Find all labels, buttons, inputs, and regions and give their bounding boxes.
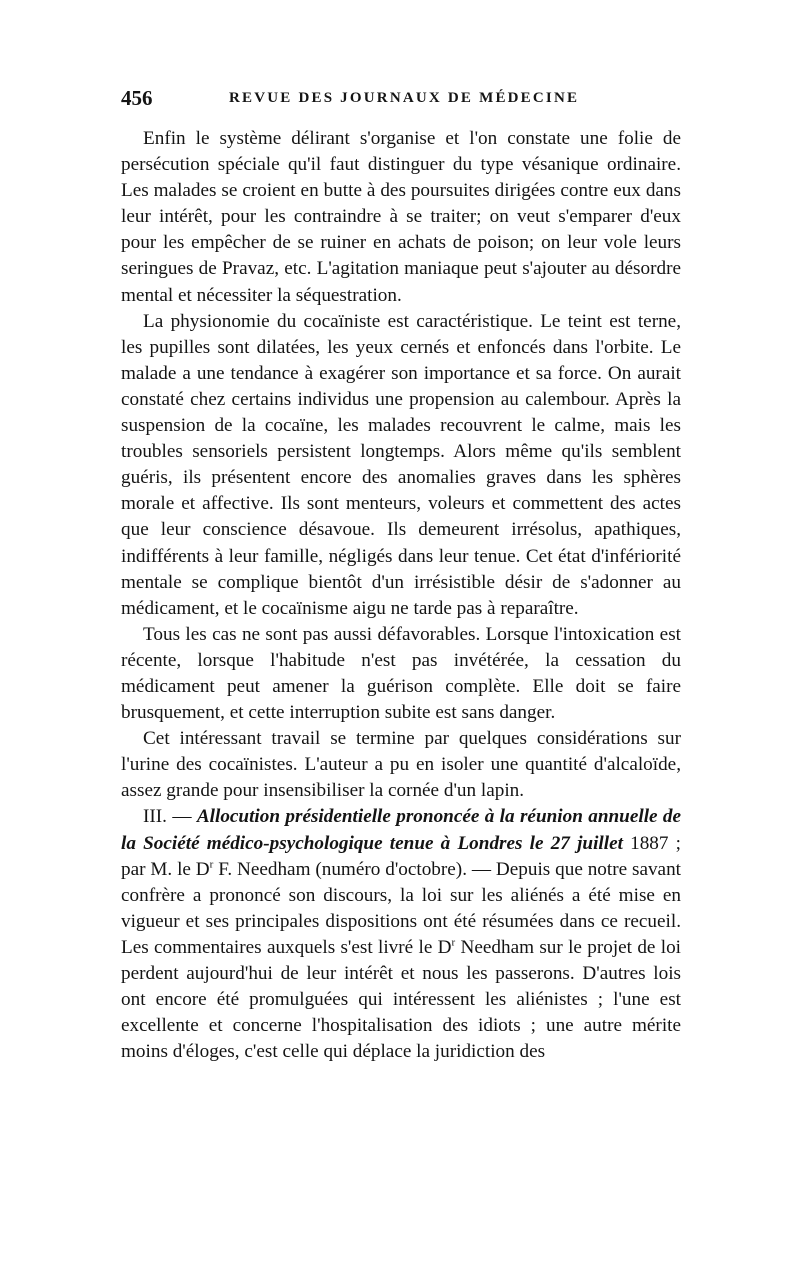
running-head: REVUE DES JOURNAUX DE MÉDECINE — [229, 90, 580, 106]
section-iii-paragraph — [121, 804, 681, 1065]
section-body: — Depuis que notre savant confrère a prononcé son discours, la loi sur les aliénés a été mise en vigueur et ses principales dispositions ont été résumées dans ce recueil. Les commentaires auxquels s'est livré le D — [121, 858, 681, 958]
section-numeral: III. — — [143, 806, 197, 828]
section-citation: 1887 ; par M. le D — [121, 832, 681, 880]
paragraph-delusional-system: Enfin le système délirant s'organise et l'on constate une folie de persécution spéciale qu'il faut distinguer du type vésanique ordinaire. Les malades se croient en butte à des poursuites dirigées contre eux dans leur intérêt, pour les contraindre à se traiter; on veut s'emparer d'eux pour les empêcher de se ruiner en achats de poison; on leur vole leurs seringues de Pravaz, etc. L'agitation maniaque peut s'ajouter au désordre mental et nécessiter la séquestration. — [121, 128, 681, 306]
section-citation-cont: F. Needham (numéro d'octobre). — [213, 858, 467, 880]
section-title: Allocution présidentielle prononcée à la réunion annuelle de la Société médico-psychologique tenue à Londres le 27 juillet — [121, 806, 681, 854]
doctor-abbrev-superscript: r — [451, 936, 456, 949]
body-text — [121, 126, 681, 1065]
page-header — [121, 86, 681, 116]
paragraph-physiognomy: La physionomie du cocaïniste est caractéristique. Le teint est terne, les pupilles sont dilatées, les yeux cernés et enfoncés dans l'orbite. Le malade a une tendance à exagérer son importance et sa force. On aurait constaté chez certains individus une propension au calembour. Après la suspension de la cocaïne, les malades recouvrent le calme, mais les troubles sensoriels persistent longtemps. Alors même qu'ils semblent guéris, ils présentent encore des anomalies graves dans les sphères morale et affective. Ils sont menteurs, voleurs et commettent des actes que leur conscience désavoue. Ils demeurent irrésolus, apathiques, indifférents à leur famille, négligés dans leur tenue. Cet état d'infériorité mentale se complique bientôt d'un irrésistible désir de s'adonner au médicament, et le cocaïnisme aigu ne tarde pas à reparaître. — [121, 310, 681, 619]
doctor-abbrev-superscript: r — [209, 858, 214, 871]
section-body-cont: Needham sur le projet de loi perdent aujourd'hui de leur intérêt et nous les passerons. D'autres lois ont encore été promulguées qui intéressent les aliénistes ; l'une est excellente et concerne l'hospitalisation des idiots ; une autre mérite moins d'éloges, c'est celle qui déplace la juridiction des — [121, 936, 681, 1063]
page-number: 456 — [121, 86, 153, 110]
paragraph-prognosis: Tous les cas ne sont pas aussi défavorables. Lorsque l'intoxication est récente, lorsque l'habitude n'est pas invétérée, la cessation du médicament peut amener la guérison complète. Elle doit se faire brusquement, et cette interruption subite est sans danger. — [121, 623, 681, 724]
paragraph-urine-analysis: Cet intéressant travail se termine par quelques considérations sur l'urine des cocaïnistes. L'auteur a pu en isoler une quantité d'alcaloïde, assez grande pour insensibiliser la cornée d'un lapin. — [121, 728, 681, 802]
